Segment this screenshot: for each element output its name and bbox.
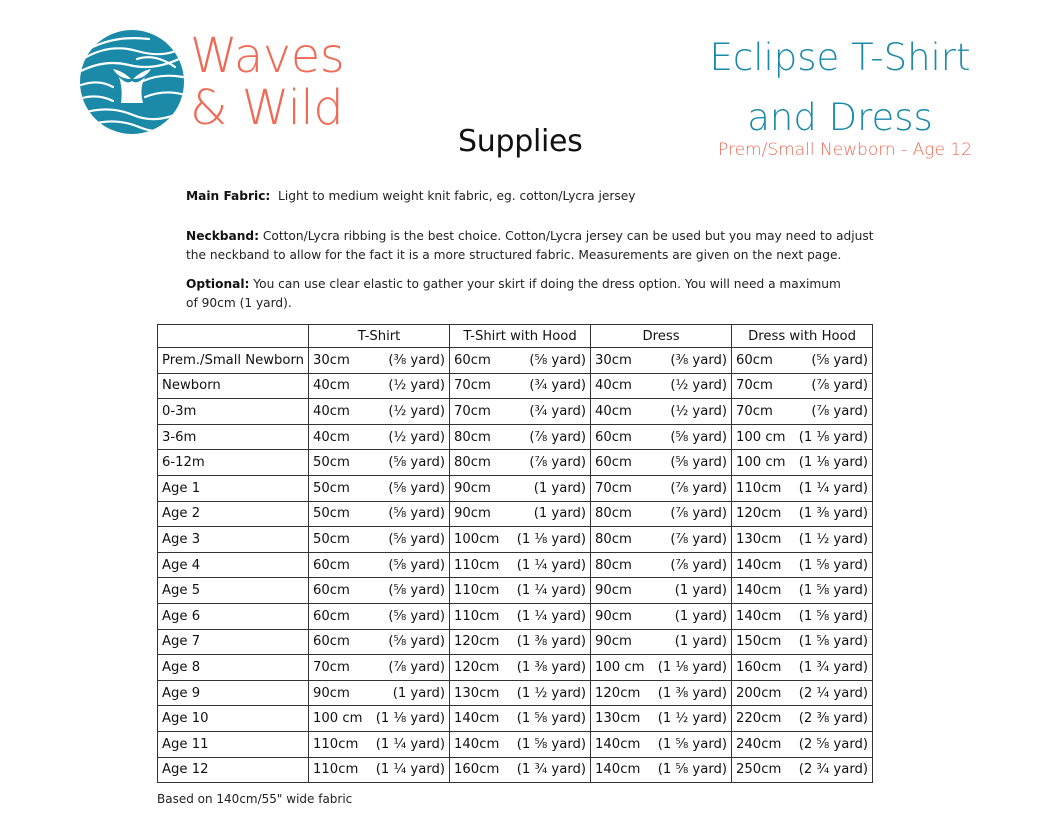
length-cm-cell: 110cm [450,552,517,578]
length-yard-cell: (2 ⅝ yard) [798,731,873,757]
length-cm-cell: 140cm [450,731,517,757]
size-cell: 3-6m [158,424,309,450]
size-cell: Age 7 [158,629,309,655]
length-cm-cell: 130cm [591,706,658,732]
length-cm-cell: 90cm [450,501,517,527]
length-cm-cell: 60cm [309,552,376,578]
length-cm-cell: 110cm [450,603,517,629]
length-cm-cell: 120cm [732,501,799,527]
size-cell: Newborn [158,373,309,399]
length-cm-cell: 250cm [732,757,799,783]
length-cm-cell: 90cm [309,680,376,706]
length-cm-cell: 120cm [591,680,658,706]
pattern-title-line-2: and Dress [747,96,933,139]
length-cm-cell: 160cm [732,655,799,681]
length-cm-cell: 30cm [591,348,658,374]
length-cm-cell: 40cm [309,424,376,450]
length-yard-cell: (½ yard) [375,399,450,425]
length-cm-cell: 80cm [450,424,517,450]
table-row [158,399,873,425]
length-cm-cell: 130cm [450,680,517,706]
length-yard-cell: (1 ⅝ yard) [516,706,591,732]
length-cm-cell: 80cm [450,450,517,476]
table-row [158,450,873,476]
length-cm-cell: 60cm [450,348,517,374]
size-cell: Age 8 [158,655,309,681]
table-row [158,475,873,501]
table-row [158,757,873,783]
size-cell: Age 1 [158,475,309,501]
size-cell: Age 4 [158,552,309,578]
length-yard-cell: (½ yard) [375,373,450,399]
length-cm-cell: 40cm [591,399,658,425]
table-row [158,731,873,757]
length-cm-cell: 90cm [591,629,658,655]
size-cell: 6-12m [158,450,309,476]
length-yard-cell: (1 ⅜ yard) [516,655,591,681]
length-yard-cell: (1 ⅝ yard) [657,757,732,783]
length-yard-cell: (1 ⅛ yard) [798,424,873,450]
length-yard-cell: (⅝ yard) [375,475,450,501]
length-cm-cell: 60cm [309,578,376,604]
size-cell: Age 5 [158,578,309,604]
length-cm-cell: 100cm [450,527,517,553]
table-row [158,629,873,655]
length-cm-cell: 60cm [732,348,799,374]
size-cell: Age 9 [158,680,309,706]
length-cm-cell: 100 cm [732,424,799,450]
length-yard-cell: (⅝ yard) [375,501,450,527]
length-yard-cell: (1 ½ yard) [657,706,732,732]
table-body [158,348,873,783]
length-yard-cell: (1 ⅝ yard) [798,578,873,604]
length-cm-cell: 60cm [309,629,376,655]
length-yard-cell: (1 yard) [375,680,450,706]
length-yard-cell: (1 ⅛ yard) [798,450,873,476]
length-cm-cell: 40cm [591,373,658,399]
size-cell: Prem./Small Newborn [158,348,309,374]
length-cm-cell: 60cm [309,603,376,629]
length-yard-cell: (1 ⅝ yard) [798,629,873,655]
length-cm-cell: 220cm [732,706,799,732]
length-yard-cell: (1 ⅝ yard) [657,731,732,757]
length-yard-cell: (⅜ yard) [657,348,732,374]
length-yard-cell: (1 yard) [657,578,732,604]
length-yard-cell: (⅝ yard) [375,603,450,629]
table-row [158,552,873,578]
length-yard-cell: (1 ⅜ yard) [657,680,732,706]
length-yard-cell: (1 ¼ yard) [798,475,873,501]
length-cm-cell: 90cm [591,603,658,629]
table-row [158,655,873,681]
optional-text: You can use clear elastic to gather your skirt if doing the dress option. You will need a maximum of 90cm (1 yard). [186,277,841,310]
length-cm-cell: 70cm [309,655,376,681]
length-cm-cell: 70cm [732,373,799,399]
length-cm-cell: 100 cm [309,706,376,732]
length-yard-cell: (⅝ yard) [516,348,591,374]
length-yard-cell: (⅞ yard) [657,501,732,527]
length-yard-cell: (1 ½ yard) [798,527,873,553]
length-cm-cell: 50cm [309,450,376,476]
optional-label: Optional: [186,277,250,291]
size-cell: 0-3m [158,399,309,425]
table-row [158,424,873,450]
length-yard-cell: (1 ⅜ yard) [516,629,591,655]
length-cm-cell: 130cm [732,527,799,553]
table-row [158,348,873,374]
header-dress: Dress [591,325,732,348]
length-yard-cell: (1 yard) [516,501,591,527]
neckband-description [186,227,886,265]
length-cm-cell: 60cm [591,424,658,450]
length-yard-cell: (⅝ yard) [657,450,732,476]
neckband-text: Cotton/Lycra ribbing is the best choice. Cotton/Lycra jersey can be used but you may need to adjust the neckband to allow for the fact it is a more structured fabric. Measurements are given on the next page. [186,229,874,262]
length-yard-cell: (1 ½ yard) [516,680,591,706]
length-yard-cell: (⅝ yard) [375,552,450,578]
length-yard-cell: (½ yard) [657,399,732,425]
table-row [158,501,873,527]
length-yard-cell: (⅞ yard) [657,475,732,501]
header-t-shirt: T-Shirt [309,325,450,348]
length-yard-cell: (1 ⅜ yard) [798,501,873,527]
table-row [158,706,873,732]
main-fabric-text: Light to medium weight knit fabric, eg. cotton/Lycra jersey [278,189,636,203]
footnote: Based on 140cm/55" wide fabric [157,792,353,806]
brand-line-1: Waves [190,28,345,84]
size-range: Prem/Small Newborn - Age 12 [718,140,972,160]
length-cm-cell: 70cm [450,373,517,399]
length-yard-cell: (⅞ yard) [375,655,450,681]
table-row [158,527,873,553]
optional-description [186,275,846,313]
length-yard-cell: (⅞ yard) [516,424,591,450]
length-cm-cell: 120cm [450,655,517,681]
length-cm-cell: 80cm [591,527,658,553]
length-yard-cell: (1 ⅛ yard) [375,706,450,732]
length-cm-cell: 30cm [309,348,376,374]
main-fabric-description [186,187,886,206]
length-yard-cell: (⅝ yard) [657,424,732,450]
length-cm-cell: 140cm [591,757,658,783]
length-yard-cell: (½ yard) [375,424,450,450]
length-cm-cell: 40cm [309,373,376,399]
fabric-requirements-table [157,324,873,783]
size-cell: Age 3 [158,527,309,553]
length-cm-cell: 80cm [591,552,658,578]
brand-name [190,30,344,134]
length-cm-cell: 110cm [450,578,517,604]
table-row [158,603,873,629]
length-yard-cell: (⅞ yard) [516,450,591,476]
table-row [158,373,873,399]
length-cm-cell: 160cm [450,757,517,783]
length-yard-cell: (1 yard) [657,603,732,629]
length-cm-cell: 140cm [732,578,799,604]
length-cm-cell: 140cm [732,552,799,578]
length-yard-cell: (1 ⅛ yard) [657,655,732,681]
length-yard-cell: (⅜ yard) [375,348,450,374]
length-cm-cell: 40cm [309,399,376,425]
length-yard-cell: (1 yard) [657,629,732,655]
size-cell: Age 12 [158,757,309,783]
length-cm-cell: 140cm [591,731,658,757]
length-yard-cell: (⅝ yard) [375,578,450,604]
brand-line-2: & Wild [190,80,344,136]
length-yard-cell: (⅞ yard) [798,373,873,399]
length-yard-cell: (1 ¾ yard) [516,757,591,783]
length-yard-cell: (⅝ yard) [375,450,450,476]
length-yard-cell: (2 ⅜ yard) [798,706,873,732]
length-cm-cell: 140cm [732,603,799,629]
size-cell: Age 2 [158,501,309,527]
length-cm-cell: 70cm [450,399,517,425]
length-yard-cell: (2 ¾ yard) [798,757,873,783]
size-cell: Age 6 [158,603,309,629]
neckband-label: Neckband: [186,229,260,243]
length-cm-cell: 70cm [591,475,658,501]
length-yard-cell: (⅝ yard) [798,348,873,374]
length-cm-cell: 70cm [732,399,799,425]
pattern-title [700,28,980,148]
length-cm-cell: 200cm [732,680,799,706]
length-cm-cell: 240cm [732,731,799,757]
length-yard-cell: (⅝ yard) [375,527,450,553]
length-yard-cell: (⅝ yard) [375,629,450,655]
length-cm-cell: 110cm [732,475,799,501]
length-cm-cell: 100 cm [732,450,799,476]
length-yard-cell: (1 ¼ yard) [516,603,591,629]
length-cm-cell: 90cm [591,578,658,604]
header-size [158,325,309,348]
length-cm-cell: 140cm [450,706,517,732]
logo-wave-icon [79,29,185,135]
size-cell: Age 10 [158,706,309,732]
length-yard-cell: (¾ yard) [516,399,591,425]
length-yard-cell: (1 ¼ yard) [375,757,450,783]
main-fabric-label: Main Fabric: [186,189,271,203]
length-cm-cell: 110cm [309,757,376,783]
length-yard-cell: (1 ¼ yard) [516,552,591,578]
table-row [158,578,873,604]
length-cm-cell: 90cm [450,475,517,501]
length-cm-cell: 50cm [309,475,376,501]
length-yard-cell: (1 ⅝ yard) [516,731,591,757]
page-heading: Supplies [458,124,583,159]
header-dress-hood: Dress with Hood [732,325,873,348]
length-cm-cell: 50cm [309,527,376,553]
length-yard-cell: (1 ¼ yard) [516,578,591,604]
table-row [158,680,873,706]
length-yard-cell: (⅞ yard) [798,399,873,425]
length-yard-cell: (½ yard) [657,373,732,399]
length-yard-cell: (1 ⅝ yard) [798,603,873,629]
table-header-row [158,325,873,348]
size-cell: Age 11 [158,731,309,757]
length-yard-cell: (1 ¼ yard) [375,731,450,757]
length-yard-cell: (2 ¼ yard) [798,680,873,706]
length-yard-cell: (1 ¾ yard) [798,655,873,681]
length-yard-cell: (1 yard) [516,475,591,501]
length-cm-cell: 80cm [591,501,658,527]
length-cm-cell: 120cm [450,629,517,655]
length-yard-cell: (⅞ yard) [657,552,732,578]
length-yard-cell: (⅞ yard) [657,527,732,553]
pattern-title-line-1: Eclipse T-Shirt [709,36,971,79]
length-cm-cell: 50cm [309,501,376,527]
length-yard-cell: (1 ⅛ yard) [516,527,591,553]
length-cm-cell: 150cm [732,629,799,655]
length-cm-cell: 100 cm [591,655,658,681]
length-cm-cell: 60cm [591,450,658,476]
length-yard-cell: (1 ⅝ yard) [798,552,873,578]
length-yard-cell: (¾ yard) [516,373,591,399]
header-t-shirt-hood: T-Shirt with Hood [450,325,591,348]
length-cm-cell: 110cm [309,731,376,757]
